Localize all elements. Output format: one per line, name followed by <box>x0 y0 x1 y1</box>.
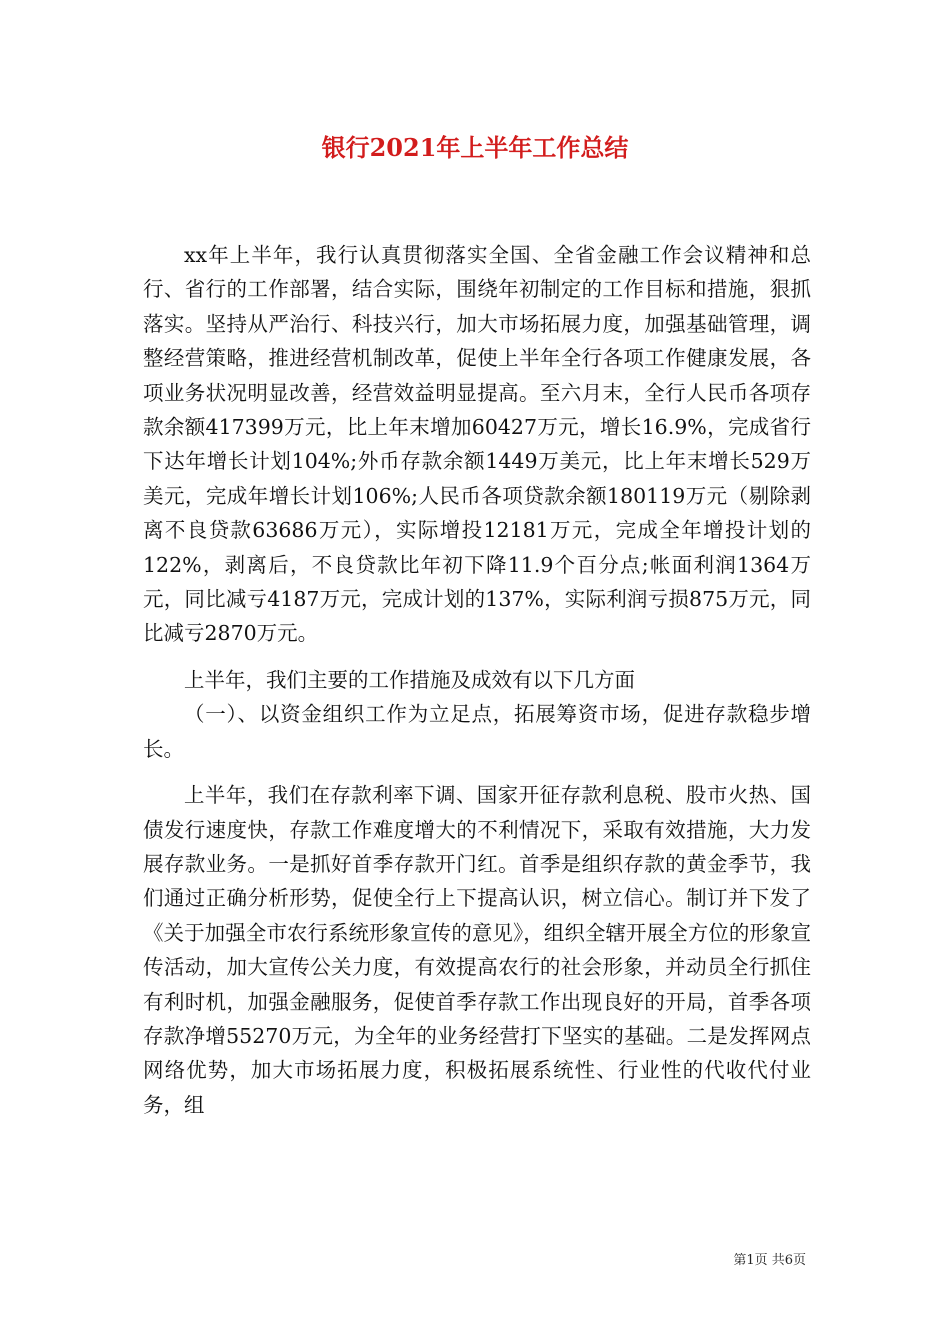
paragraph-section-heading: （一）、以资金组织工作为立足点，拓展筹资市场，促进存款稳步增长。 <box>143 702 811 761</box>
paragraph-deposit-work: 上半年，我们在存款利率下调、国家开征存款利息税、股市火热、国债发行速度快，存款工作难度增大的不利情况下，采取有效措施，大力发展存款业务。一是抓好首季存款开门红。首季是组织存款的黄金季节，我们通过正确分析形势，促使全行上下提高认识，树立信心。制订并下发了《关于加强全市农行系统形象宣传的意见》，组织全辖开展全方位的形象宣传活动，加大宣传公关力度，有效提高农行的社会形象，并动员全行抓住有利时机，加强金融服务，促使首季存款工作出现良好的开局，首季各项存款净增55270万元，为全年的业务经营打下坚实的基础。二是发挥网点网络优势，加大市场拓展力度，积极拓展系统性、行业性的代收代付业务，组 <box>143 783 811 1117</box>
paragraph-measures-intro: 上半年，我们主要的工作措施及成效有以下几方面 <box>184 667 635 692</box>
document-title: 银行2021年上半年工作总结 <box>321 133 629 162</box>
page-number: 第1页 共6页 <box>733 1253 806 1268</box>
document-body <box>143 238 811 1122</box>
paragraph-summary: xx年上半年，我行认真贯彻落实全国、全省金融工作会议精神和总行、省行的工作部署，结合实际，围绕年初制定的工作目标和措施，狠抓落实。坚持从严治行、科技兴行，加大市场拓展力度，加强基础管理，调整经营策略，推进经营机制改革，促使上半年全行各项工作健康发展，各项业务状况明显改善，经营效益明显提高。至六月末，全行人民币各项存款余额417399万元，比上年末增加60427万元，增长16.9%，完成省行下达年增长计划104%;外币存款余额1449万美元，比上年末增长529万美元，完成年增长计划106%;人民币各项贷款余额180119万元（剔除剥离不良贷款63686万元），实际增投12181万元，完成全年增投计划的122%，剥离后，不良贷款比年初下降11.9个百分点;帐面利润1364万元，同比减亏4187万元，完成计划的137%，实际利润亏损875万元，同比减亏2870万元。 <box>143 243 811 646</box>
